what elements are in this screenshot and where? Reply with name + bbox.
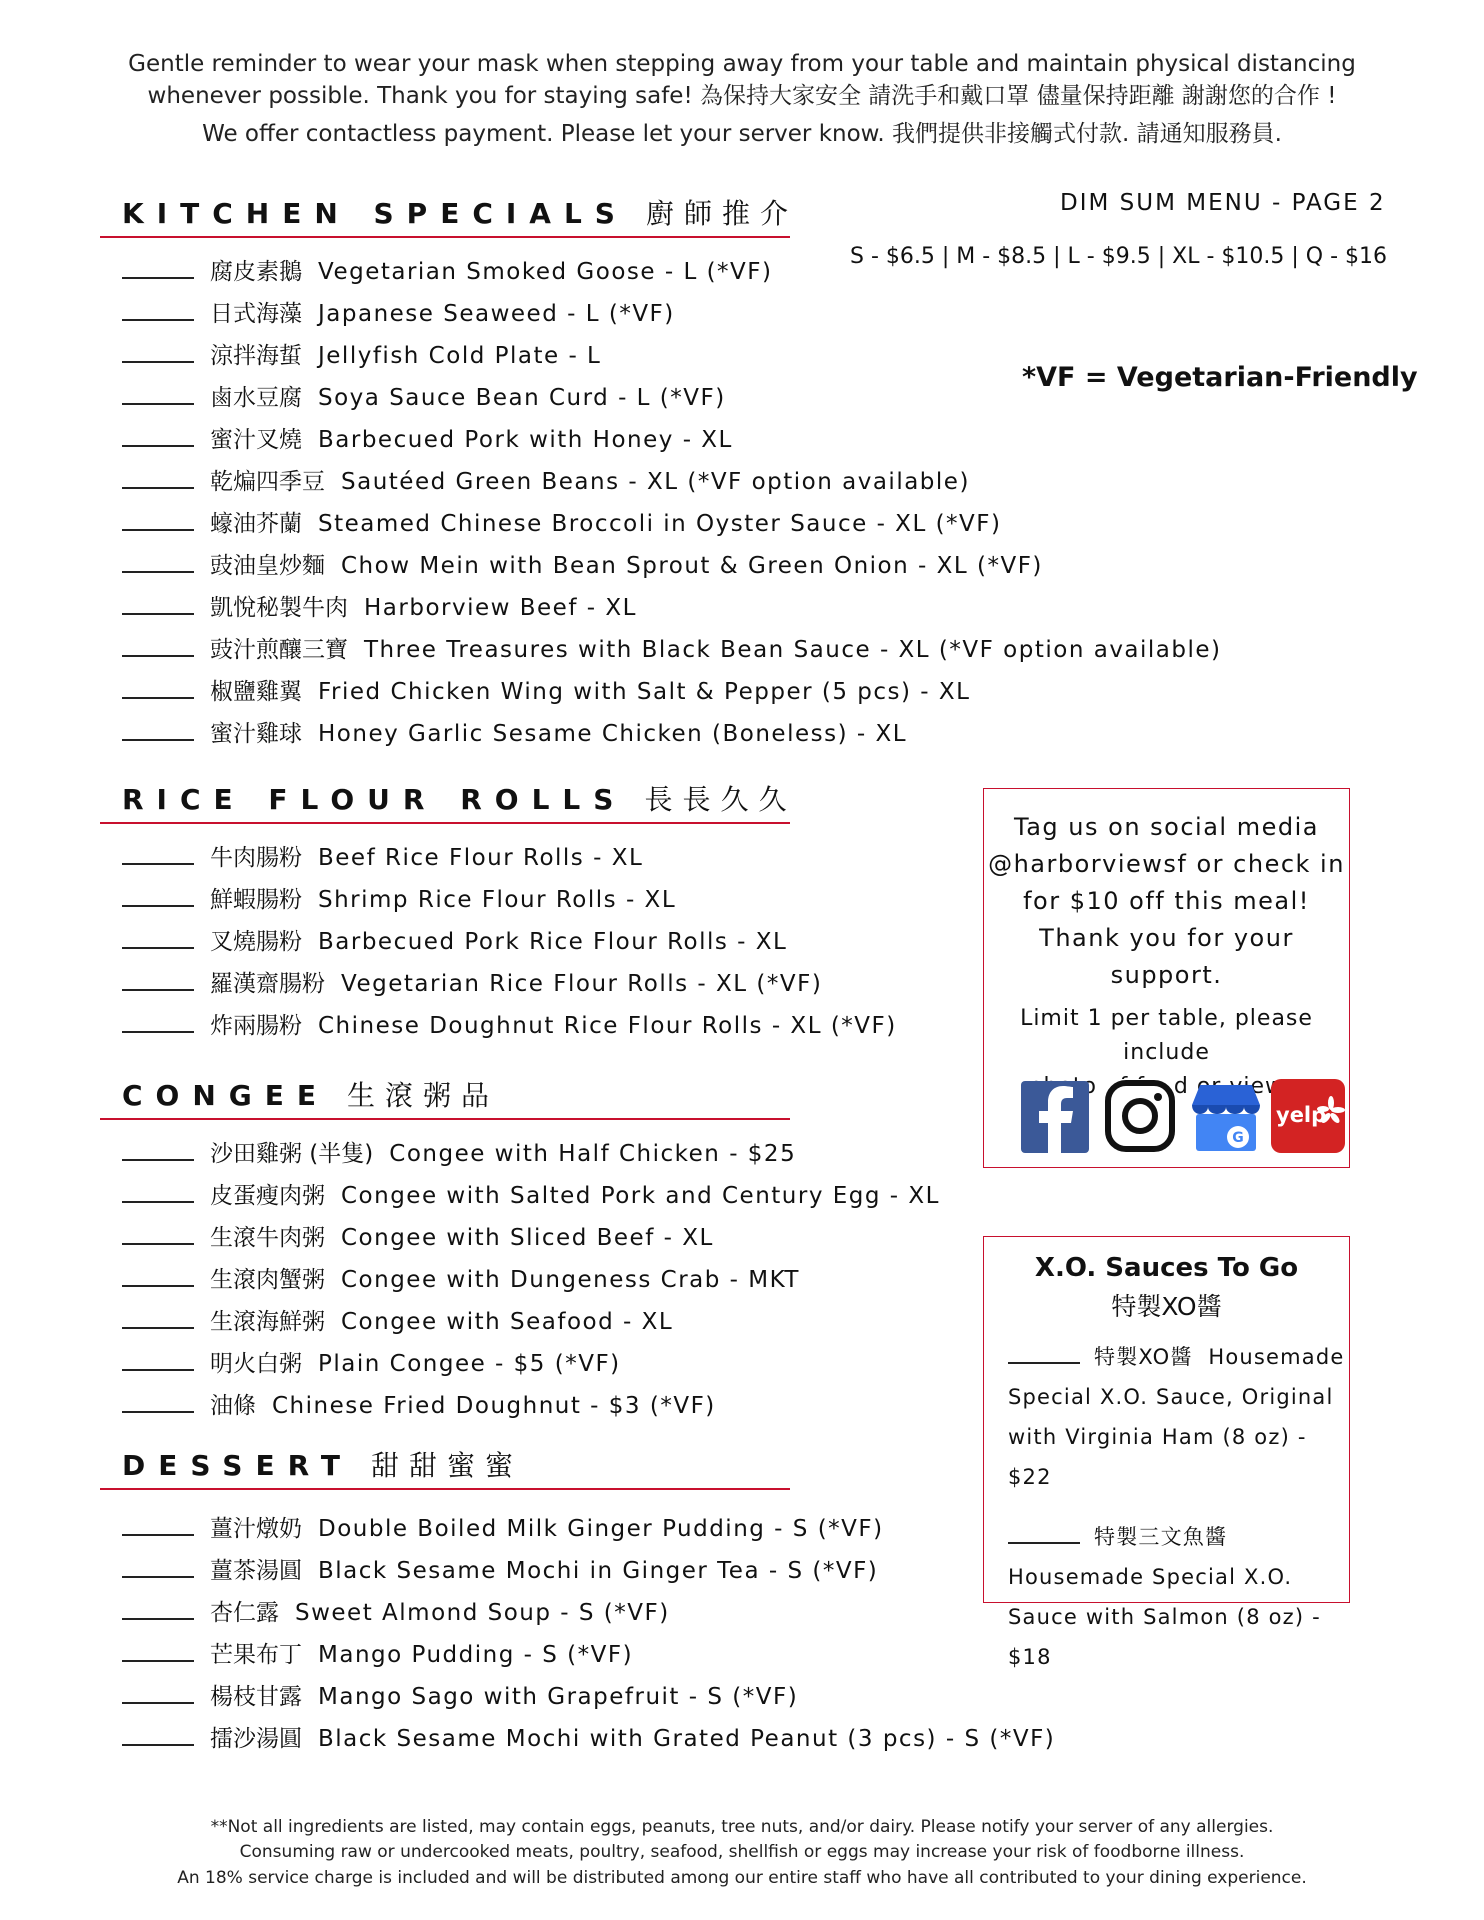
xo-item: 特製XO醬 Housemade Special X.O. Sauce, Original with Virginia Ham (8 oz) - $22 — [1008, 1345, 1345, 1489]
order-blank[interactable] — [122, 509, 194, 531]
vf-legend: *VF = Vegetarian-Friendly — [1022, 362, 1418, 393]
order-blank[interactable] — [122, 257, 194, 279]
order-blank[interactable] — [122, 1640, 194, 1662]
order-blank[interactable] — [122, 383, 194, 405]
menu-item: 皮蛋瘦肉粥 Congee with Salted Pork and Century Egg - XL — [122, 1181, 940, 1211]
menu-item: 羅漢齋腸粉 Vegetarian Rice Flour Rolls - XL (*VF) — [122, 969, 822, 999]
facebook-icon[interactable] — [1021, 1081, 1089, 1153]
order-blank[interactable] — [122, 885, 194, 907]
section-title-rice-flour-rolls: RICE FLOUR ROLLS 長長久久 — [122, 783, 797, 816]
menu-item: 生滾牛肉粥 Congee with Sliced Beef - XL — [122, 1223, 714, 1253]
order-blank[interactable] — [122, 425, 194, 447]
order-blank[interactable] — [122, 1139, 194, 1161]
footer-service-charge: An 18% service charge is included and will be distributed among our entire staff who have all contributed to your dining experience. — [177, 1868, 1307, 1888]
menu-item: 豉油皇炒麵 Chow Mein with Bean Sprout & Green Onion - XL (*VF) — [122, 551, 1043, 581]
order-blank[interactable] — [122, 843, 194, 865]
order-blank[interactable] — [122, 1011, 194, 1033]
xo-title-zh: 特製XO醬 — [1111, 1292, 1222, 1321]
xo-item: 特製三文魚醬 Housemade Special X.O. Sauce with Salmon (8 oz) - $18 — [1008, 1525, 1321, 1669]
social-limit: views. — [1229, 1074, 1305, 1099]
order-blank[interactable] — [122, 969, 194, 991]
menu-item: 椒鹽雞翼 Fried Chicken Wing with Salt & Pepper (5 pcs) - XL — [122, 677, 970, 707]
social-media-promo-box — [983, 788, 1350, 1168]
social-line: Tag us on social media — [1014, 813, 1319, 841]
section-title-kitchen-specials: KITCHEN SPECIALS 廚師推介 — [122, 197, 798, 230]
menu-item: 蠔油芥蘭 Steamed Chinese Broccoli in Oyster Sauce - XL (*VF) — [122, 509, 1001, 539]
order-blank[interactable] — [122, 927, 194, 949]
price-sizes: S - $6.5 | M - $8.5 | L - $9.5 | XL - $10.5 | Q - $16 — [850, 244, 1387, 269]
yelp-icon[interactable] — [1271, 1079, 1345, 1153]
menu-item: 楊枝甘露 Mango Sago with Grapefruit - S (*VF) — [122, 1682, 798, 1712]
social-limit: Limit 1 per table, please include — [1020, 1006, 1313, 1065]
menu-item: 豉汁煎釀三寶 Three Treasures with Black Bean Sauce - XL (*VF option available) — [122, 635, 1222, 665]
menu-item: 油條 Chinese Fried Doughnut - $3 (*VF) — [122, 1391, 716, 1421]
order-blank[interactable] — [122, 1223, 194, 1245]
order-blank[interactable] — [122, 551, 194, 573]
order-blank[interactable] — [1008, 1344, 1080, 1364]
notice-line-3: We offer contactless payment. Please let your server know. 我們提供非接觸式付款. 請通知服務員. — [202, 121, 1282, 147]
menu-item: 生滾海鮮粥 Congee with Seafood - XL — [122, 1307, 673, 1337]
menu-item: 杏仁露 Sweet Almond Soup - S (*VF) — [122, 1598, 670, 1628]
xo-sauces-box — [983, 1236, 1350, 1669]
social-line: Thank you for your support. — [1039, 924, 1294, 989]
menu-item: 明火白粥 Plain Congee - $5 (*VF) — [122, 1349, 621, 1379]
section-title-congee: CONGEE 生滾粥品 — [122, 1079, 500, 1112]
menu-item: 芒果布丁 Mango Pudding - S (*VF) — [122, 1640, 633, 1670]
order-blank[interactable] — [122, 1349, 194, 1371]
instagram-icon[interactable] — [1104, 1079, 1172, 1151]
order-blank[interactable] — [122, 1598, 194, 1620]
order-blank[interactable] — [122, 677, 194, 699]
menu-item: 炸兩腸粉 Chinese Doughnut Rice Flour Rolls - XL (*VF) — [122, 1011, 897, 1041]
order-blank[interactable] — [122, 341, 194, 363]
menu-item: 薑茶湯圓 Black Sesame Mochi in Ginger Tea - S (*VF) — [122, 1556, 878, 1586]
order-blank[interactable] — [122, 719, 194, 741]
svg-text:G: G — [1232, 1130, 1244, 1146]
order-blank[interactable] — [122, 1265, 194, 1287]
menu-item: 擂沙湯圓 Black Sesame Mochi with Grated Peanut (3 pcs) - S (*VF) — [122, 1724, 1055, 1754]
yelp-label: yelp — [1276, 1103, 1327, 1127]
notice-line-2: whenever possible. Thank you for staying safe! 為保持大家安全 請洗手和戴口罩 儘量保持距離 謝謝您的合作 ! — [147, 83, 1337, 109]
menu-item: 蜜汁雞球 Honey Garlic Sesame Chicken (Boneless) - XL — [122, 719, 907, 749]
order-blank[interactable] — [122, 1391, 194, 1413]
notice-line-1: Gentle reminder to wear your mask when stepping away from your table and maintain physical distancing — [128, 51, 1356, 77]
menu-item: 生滾肉蟹粥 Congee with Dungeness Crab - MKT — [122, 1265, 800, 1295]
section-title-dessert: DESSERT 甜甜蜜蜜 — [122, 1449, 523, 1482]
order-blank[interactable] — [122, 1724, 194, 1746]
order-blank[interactable] — [122, 1181, 194, 1203]
menu-item: 凱悅秘製牛肉 Harborview Beef - XL — [122, 593, 637, 623]
section-divider — [100, 1118, 790, 1120]
menu-item: 叉燒腸粉 Barbecued Pork Rice Flour Rolls - XL — [122, 927, 787, 957]
menu-item: 涼拌海蜇 Jellyfish Cold Plate - L — [122, 341, 601, 371]
xo-title: X.O. Sauces To Go — [1034, 1253, 1299, 1283]
menu-item: 牛肉腸粉 Beef Rice Flour Rolls - XL — [122, 843, 643, 873]
menu-item: 鮮蝦腸粉 Shrimp Rice Flour Rolls - XL — [122, 885, 676, 915]
order-blank[interactable] — [122, 1307, 194, 1329]
google-my-business-icon[interactable] — [1190, 1081, 1258, 1153]
order-blank[interactable] — [122, 1556, 194, 1578]
menu-item: 乾煸四季豆 Sautéed Green Beans - XL (*VF option available) — [122, 467, 970, 497]
menu-item: 日式海藻 Japanese Seaweed - L (*VF) — [122, 299, 675, 329]
social-line: for $10 off this meal! — [1023, 887, 1310, 915]
order-blank[interactable] — [122, 1514, 194, 1536]
section-divider — [100, 1488, 790, 1490]
menu-item: 腐皮素鵝 Vegetarian Smoked Goose - L (*VF) — [122, 257, 772, 287]
order-blank[interactable] — [1008, 1524, 1080, 1544]
section-divider — [100, 822, 790, 824]
social-line: @harborviewsf or check in — [988, 850, 1345, 878]
menu-item: 薑汁燉奶 Double Boiled Milk Ginger Pudding - S (*VF) — [122, 1514, 884, 1544]
menu-item: 蜜汁叉燒 Barbecued Pork with Honey - XL — [122, 425, 733, 455]
footer-raw-food-warning: Consuming raw or undercooked meats, poultry, seafood, shellfish or eggs may increase your risk of foodborne illness. — [239, 1842, 1245, 1862]
footer-allergy-note: **Not all ingredients are listed, may contain eggs, peanuts, tree nuts, and/or dairy. Please notify your server of any allergies. — [210, 1817, 1274, 1837]
order-blank[interactable] — [122, 635, 194, 657]
menu-item: 鹵水豆腐 Soya Sauce Bean Curd - L (*VF) — [122, 383, 726, 413]
order-blank[interactable] — [122, 1682, 194, 1704]
menu-item: 沙田雞粥 (半隻) Congee with Half Chicken - $25 — [122, 1139, 796, 1169]
order-blank[interactable] — [122, 593, 194, 615]
menu-page-title: DIM SUM MENU - PAGE 2 — [1060, 190, 1386, 216]
order-blank[interactable] — [122, 467, 194, 489]
section-divider — [100, 236, 790, 238]
order-blank[interactable] — [122, 299, 194, 321]
